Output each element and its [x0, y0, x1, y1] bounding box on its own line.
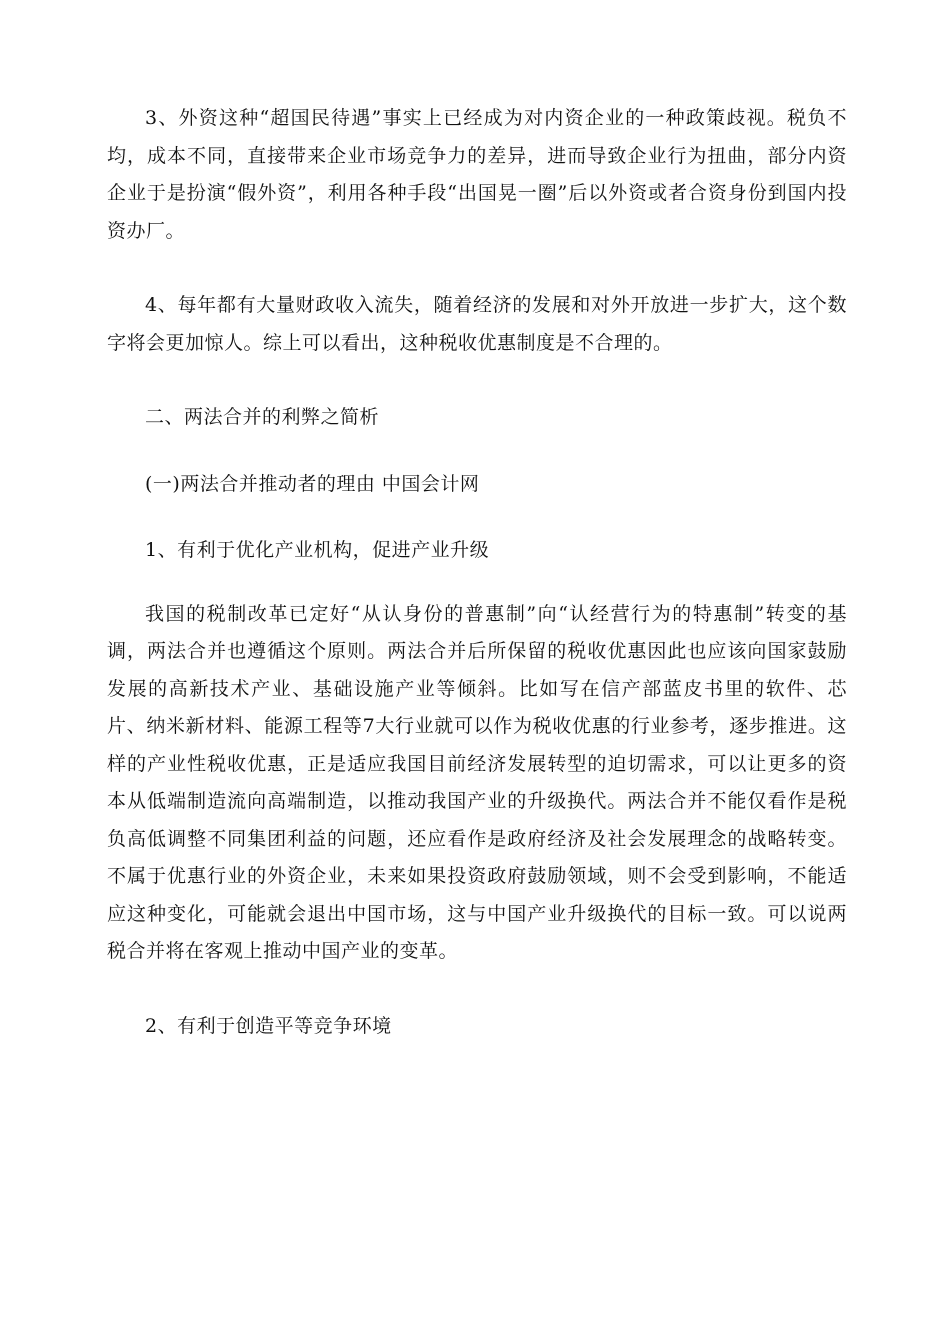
subsection-heading-1: (一)两法合并推动者的理由 中国会计网: [145, 472, 480, 495]
paragraph-point-3: 3、外资这种“超国民待遇”事实上已经成为对内资企业的一种政策歧视。税负不均，成本不同，直接带来企业市场竞争力的差异，进而导致企业行为扭曲，部分内资企业于是扮演“假外资”，利用各种手段“出国晃一圈”后以外资或者合资身份到国内投资办厂。: [107, 107, 847, 242]
document-page: [107, 100, 847, 1045]
paragraph-tax-reform: 我国的税制改革已定好“从认身份的普惠制”向“认经营行为的特惠制”转变的基调，两法合并也遵循这个原则。两法合并后所保留的税收优惠因此也应该向国家鼓励发展的高新技术产业、基础设施产业等倾斜。比如写在信产部蓝皮书里的软件、芯片、纳米新材料、能源工程等7大行业就可以作为税收优惠的行业参考，逐步推进。这样的产业性税收优惠，正是适应我国目前经济发展转型的迫切需求，可以让更多的资本从低端制造流向高端制造，以推动我国产业的升级换代。两法合并不能仅看作是税负高低调整不同集团利益的问题，还应看作是政府经济及社会发展理念的战略转变。不属于优惠行业的外资企业，未来如果投资政府鼓励领域，则不会受到影响，不能适应这种变化，可能就会退出中国市场，这与中国产业升级换代的目标一致。可以说两税合并将在客观上推动中国产业的变革。: [107, 602, 847, 962]
item-heading-1: 1、有利于优化产业机构，促进产业升级: [145, 539, 490, 561]
item-heading-2: 2、有利于创造平等竞争环境: [145, 1014, 392, 1037]
section-heading-2: 二、两法合并的利弊之简析: [145, 406, 380, 428]
paragraph-point-4: 4、每年都有大量财政收入流失，随着经济的发展和对外开放进一步扩大，这个数字将会更加惊人。综上可以看出，这种税收优惠制度是不合理的。: [107, 294, 847, 354]
